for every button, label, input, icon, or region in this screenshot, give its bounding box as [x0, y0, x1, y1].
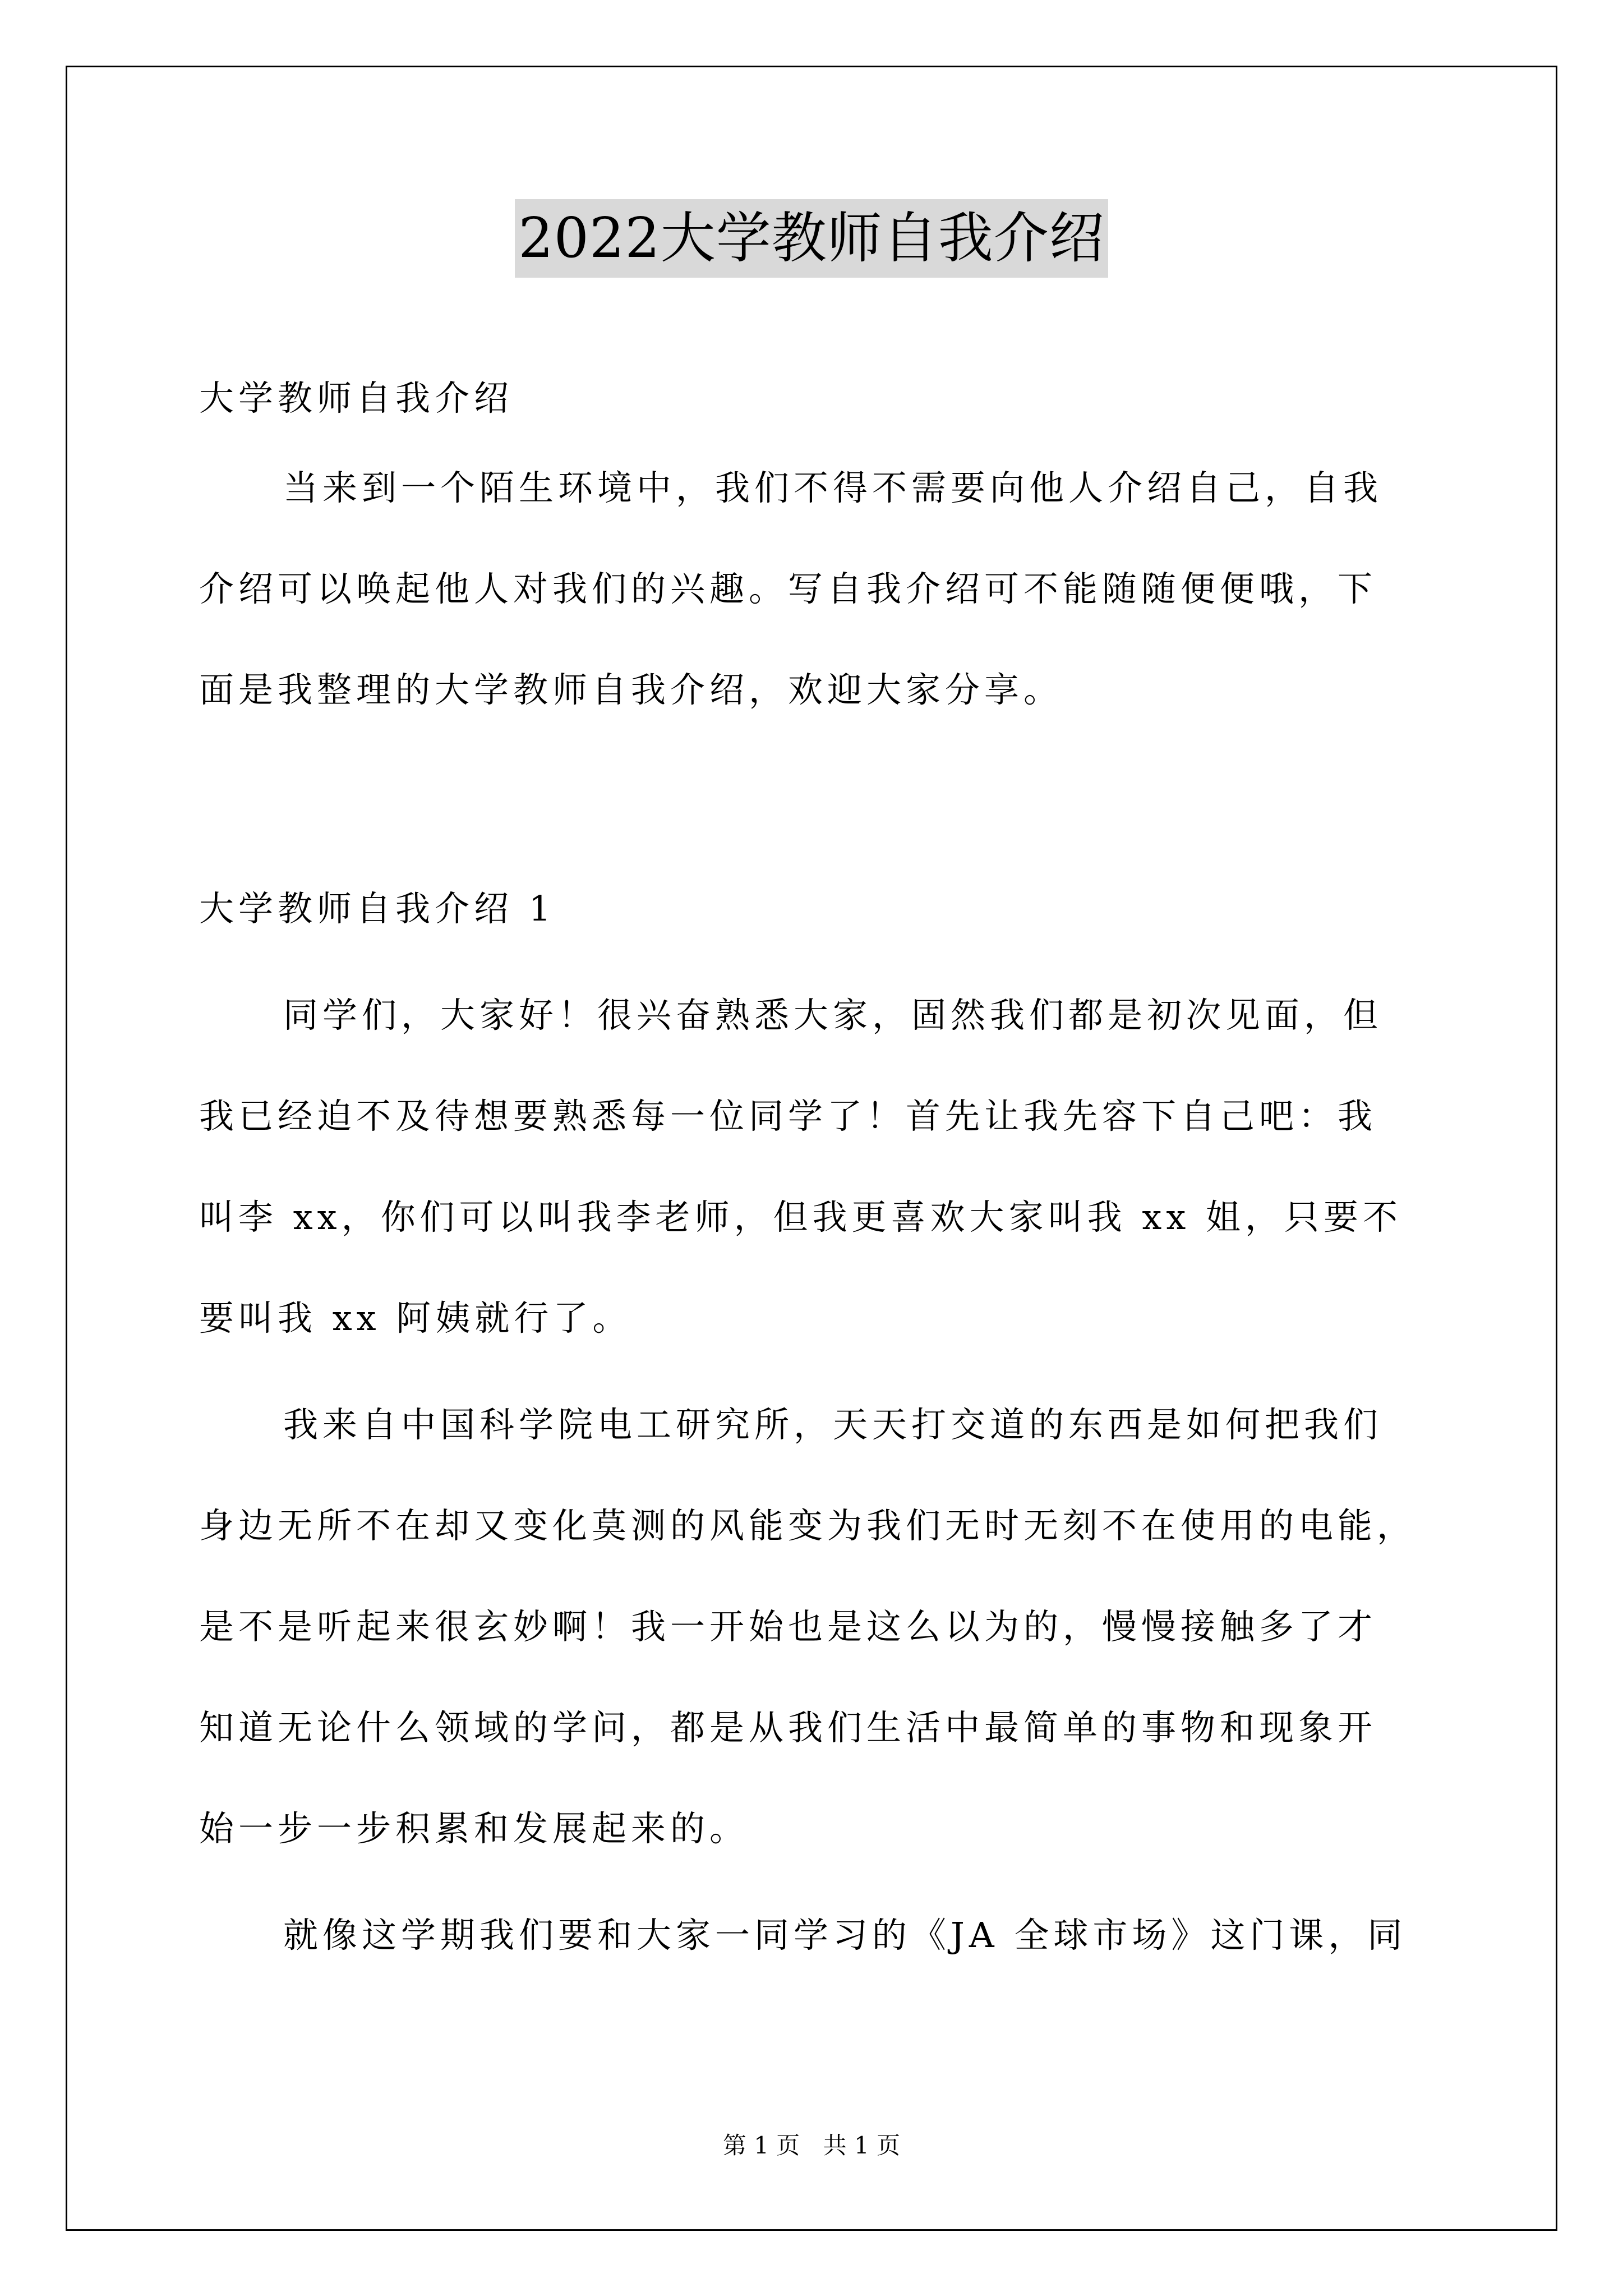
section-heading: 大学教师自我介绍 1 — [199, 888, 556, 929]
paragraph-line: 始一步一步积累和发展起来的。 — [199, 1808, 749, 1849]
paragraph-line: 是不是听起来很玄妙啊！我一开始也是这么以为的，慢慢接触多了才 — [199, 1606, 1377, 1647]
paragraph-line: 面是我整理的大学教师自我介绍，欢迎大家分享。 — [199, 669, 1063, 710]
title-container — [0, 199, 1623, 278]
paragraph-line: 我已经迫不及待想要熟悉每一位同学了！首先让我先容下自己吧：我 — [199, 1096, 1377, 1137]
paragraph-line: 身边无所不在却又变化莫测的风能变为我们无时无刻不在使用的电能， — [199, 1505, 1417, 1546]
paragraph-line: 就像这学期我们要和大家一同学习的《JA 全球市场》这门课，同 — [283, 1915, 1407, 1955]
paragraph-line: 我来自中国科学院电工研究所，天天打交道的东西是如何把我们 — [283, 1404, 1383, 1445]
paragraph-line: 当来到一个陌生环境中，我们不得不需要向他人介绍自己，自我 — [283, 467, 1383, 508]
page-total: 共 1 页 — [823, 2132, 901, 2159]
paragraph-line: 同学们，大家好！很兴奋熟悉大家，固然我们都是初次见面，但 — [283, 995, 1383, 1036]
paragraph-line: 要叫我 xx 阿姨就行了。 — [199, 1297, 632, 1338]
paragraph-line: 介绍可以唤起他人对我们的兴趣。写自我介绍可不能随随便便哦，下 — [199, 568, 1377, 609]
page-footer — [0, 2129, 1623, 2162]
document-title: 2022大学教师自我介绍 — [515, 199, 1108, 278]
section-heading: 大学教师自我介绍 — [199, 378, 514, 418]
paragraph-line: 叫李 xx，你们可以叫我李老师，但我更喜欢大家叫我 xx 姐，只要不 — [199, 1197, 1402, 1237]
paragraph-line: 知道无论什么领域的学问，都是从我们生活中最简单的事物和现象开 — [199, 1707, 1377, 1748]
page-number: 第 1 页 — [722, 2132, 800, 2159]
